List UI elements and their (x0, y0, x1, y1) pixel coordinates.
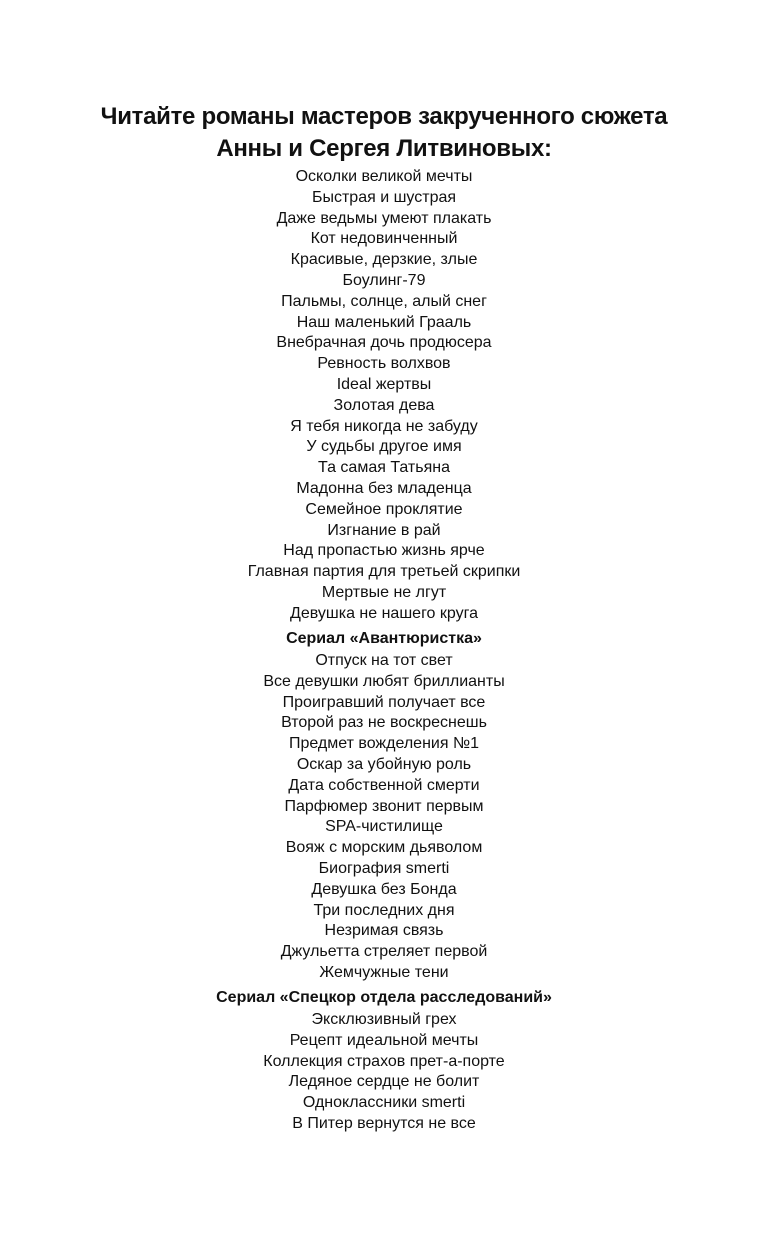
book-title: Оскар за убойную роль (296, 755, 472, 773)
book-title: Внебрачная дочь продюсера (276, 334, 492, 352)
book-title: Рецепт идеальной мечты (289, 1031, 479, 1049)
book-title: Ideal жертвы (336, 375, 432, 393)
book-title: Все девушки любят бриллианты (263, 672, 505, 690)
book-title: Изгнание в рай (327, 521, 441, 539)
book-title: Ледяное сердце не болит (288, 1073, 480, 1091)
book-title: Девушка не нашего круга (290, 604, 478, 622)
book-title: Парфюмер звонит первым (284, 797, 484, 815)
book-title: Жемчужные тени (319, 963, 449, 981)
book-title: Над пропастью жизнь ярче (283, 542, 485, 560)
book-title: Мадонна без младенца (296, 479, 472, 497)
book-title: Главная партия для третьей скрипки (247, 563, 521, 581)
book-title: Золотая дева (333, 396, 435, 414)
book-title: Наш маленький Грааль (296, 313, 472, 331)
book-title: Вояж с морским дьяволом (285, 839, 483, 857)
book-title: Ревность волхвов (317, 355, 451, 373)
book-title: У судьбы другое имя (306, 438, 462, 456)
book-title: Три последних дня (313, 901, 455, 919)
book-title: Даже ведьмы умеют плакать (276, 209, 492, 227)
series-avantyuristka-list (0, 651, 768, 984)
series-speckor-title: Сериал «Спецкор отдела расследований» (216, 989, 552, 1006)
book-title: Я тебя никогда не забуду (290, 417, 478, 435)
book-title: Пальмы, солнце, алый снег (281, 292, 487, 310)
book-title: SPA-чистилище (325, 818, 443, 836)
book-title: Отпуск на тот свет (315, 652, 453, 669)
book-title: Красивые, дерзкие, злые (290, 251, 478, 269)
heading-line-1: Читайте романы мастеров закрученного сюжета (100, 103, 668, 130)
book-title: Семейное проклятие (305, 500, 463, 518)
book-title: Боулинг-79 (342, 271, 426, 289)
book-title: В Питер вернутся не все (292, 1114, 476, 1132)
book-title: Незримая связь (324, 922, 444, 940)
book-title: Одноклассники smerti (302, 1094, 466, 1112)
book-title: Джульетта стреляет первой (280, 943, 488, 961)
book-title: Проигравший получает все (282, 693, 486, 711)
book-title: Биография smerti (318, 859, 450, 877)
book-title: Быстрая и шустрая (311, 188, 457, 206)
book-title: Второй раз не воскреснешь (281, 714, 487, 732)
book-title: Эксклюзивный грех (311, 1011, 457, 1028)
book-title: Дата собственной смерти (288, 776, 480, 794)
book-title: Та самая Татьяна (318, 459, 450, 477)
page-heading (0, 101, 768, 165)
book-title: Девушка без Бонда (311, 880, 457, 898)
book-title: Осколки великой мечты (295, 168, 473, 185)
book-title: Кот недовинченный (310, 230, 458, 248)
book-title: Мертвые не лгут (321, 583, 447, 601)
main-book-list (0, 167, 768, 625)
series-avantyuristka-title: Сериал «Авантюристка» (286, 630, 482, 647)
book-title: Коллекция страхов прет-а-порте (263, 1052, 505, 1070)
series-speckor-list (0, 1010, 768, 1135)
heading-line-2: Анны и Сергея Литвиновых: (216, 135, 552, 162)
book-title: Предмет вожделения №1 (288, 735, 480, 753)
